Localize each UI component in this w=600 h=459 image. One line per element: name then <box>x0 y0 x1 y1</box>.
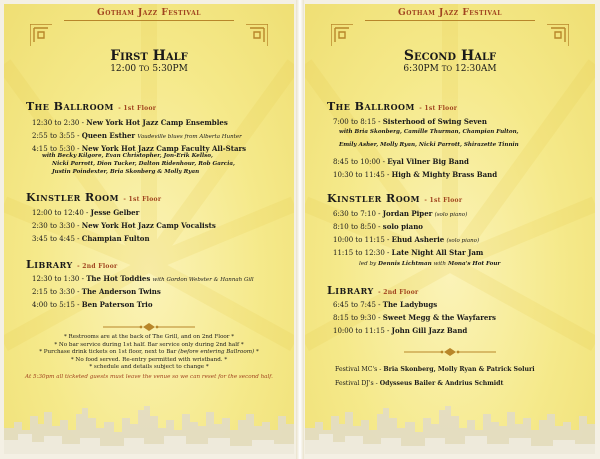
list-item: 2:55 to 3:55 - Queen Esther Vaudeville blues from Alberta Hunter <box>32 131 242 140</box>
list-item: 12:30 to 1:30 - The Hot Toddies with Gordon Webster & Hannah Gill <box>32 274 254 283</box>
section-library: Library - 2nd Floor <box>327 284 419 297</box>
note-line: * Purchase drink tickets on 1st floor, next to Bar (before entering Ballroom) * <box>39 349 259 356</box>
list-item: 12:30 to 2:30 - New York Hot Jazz Camp Ensembles <box>32 118 228 127</box>
section-kinstler-room: Kinstler Room - 1st Floor <box>26 191 162 204</box>
credit-line: Justin Poindexter, Bria Skonberg & Molly Ryan <box>52 169 200 175</box>
list-item: 2:15 to 3:30 - The Anderson Twins <box>32 287 161 296</box>
list-item: 6:45 to 7:45 - The Ladybugs <box>333 300 438 309</box>
section-ballroom: The Ballroom - 1st Floor <box>26 100 157 113</box>
divider-ornament-icon <box>305 347 595 357</box>
half-title: Second Half <box>403 48 497 64</box>
list-item: 8:45 to 10:00 - Eyal Vilner Big Band <box>333 157 469 166</box>
page-fold <box>296 0 304 459</box>
list-item: 10:00 to 11:15 - Ehud Asherie (solo piano) <box>333 235 480 244</box>
list-item: 8:15 to 9:30 - Sweet Megg & the Wayfarers <box>333 313 496 322</box>
list-item: 6:30 to 7:10 - Jordan Piper (solo piano) <box>333 209 468 218</box>
list-item: 12:00 to 12:40 - Jesse Gelber <box>32 208 140 217</box>
art-deco-corner-icon <box>244 24 268 48</box>
list-item: 11:15 to 12:30 - Late Night All Star Jam <box>333 248 484 257</box>
credit-line: with Bria Skonberg, Camille Thurman, Champian Fulton, <box>339 129 519 135</box>
credit-line: with Becky Kilgore, Evan Christopher, Jon-Erik Kellso, <box>42 153 213 159</box>
section-library: Library - 2nd Floor <box>26 258 118 271</box>
left-page <box>4 4 294 454</box>
list-item: 7:00 to 8:15 - Sisterhood of Swing Seven <box>333 117 487 126</box>
credit-line: led by Dennis Lichtman with Mona's Hot Four <box>359 261 501 267</box>
half-time: 12:00 TO 5:30PM <box>110 64 188 74</box>
festival-djs: Festival DJ's - Odysseus Bailer & Andrius Schmidt <box>335 380 504 387</box>
list-item: 8:10 to 8:50 - solo piano <box>333 222 423 231</box>
list-item: 4:15 to 5:30 - New York Hot Jazz Camp Faculty All-Stars <box>32 144 247 153</box>
art-deco-corner-icon <box>30 24 54 48</box>
list-item: 10:00 to 11:15 - John Gill Jazz Band <box>333 326 468 335</box>
festival-name: Gotham Jazz Festival <box>398 8 502 18</box>
credit-line: Nicki Parrott, Dion Tucker, Dalton Ridenhour, Rob Garcia, <box>52 161 235 167</box>
section-ballroom: The Ballroom - 1st Floor <box>327 100 458 113</box>
section-kinstler-room: Kinstler Room - 1st Floor <box>327 192 463 205</box>
festival-name: Gotham Jazz Festival <box>97 8 201 18</box>
list-item: 2:30 to 3:30 - New York Hot Jazz Camp Vocalists <box>32 221 216 230</box>
note-line: * Restrooms are at the back of The Grill, and on 2nd Floor * <box>63 334 235 340</box>
list-item: 10:30 to 11:45 - High & Mighty Brass Band <box>333 170 498 179</box>
header-rule <box>365 20 535 21</box>
header-rule <box>64 20 234 21</box>
note-line: * No food served. Re-entry permitted with wristband. * <box>70 356 228 363</box>
note-line: * schedule and details subject to change * <box>89 364 209 371</box>
venue-notes <box>4 334 294 382</box>
divider-ornament-icon <box>4 322 294 332</box>
art-deco-corner-icon <box>545 24 569 48</box>
art-deco-corner-icon <box>331 24 355 48</box>
half-title: First Half <box>110 48 188 64</box>
note-line: * No bar service during 1st half. Bar service only during 2nd half * <box>54 341 244 348</box>
right-page <box>305 4 595 454</box>
festival-mcs: Festival MC's - Bria Skonberg, Molly Ryan & Patrick Soluri <box>335 366 535 373</box>
city-skyline-icon <box>4 394 294 454</box>
note-line: At 5:30pm all ticketed guests must leave the venue so we can reset for the second half. <box>25 373 273 380</box>
city-skyline-icon <box>305 394 595 454</box>
list-item: 4:00 to 5:15 - Ben Paterson Trio <box>32 300 153 309</box>
half-time: 6:30PM TO 12:30AM <box>403 64 497 74</box>
list-item: 3:45 to 4:45 - Champian Fulton <box>32 234 150 243</box>
credit-line: Emily Asher, Molly Ryan, Nicki Parrott, Shirazette Tinnin <box>339 142 519 148</box>
